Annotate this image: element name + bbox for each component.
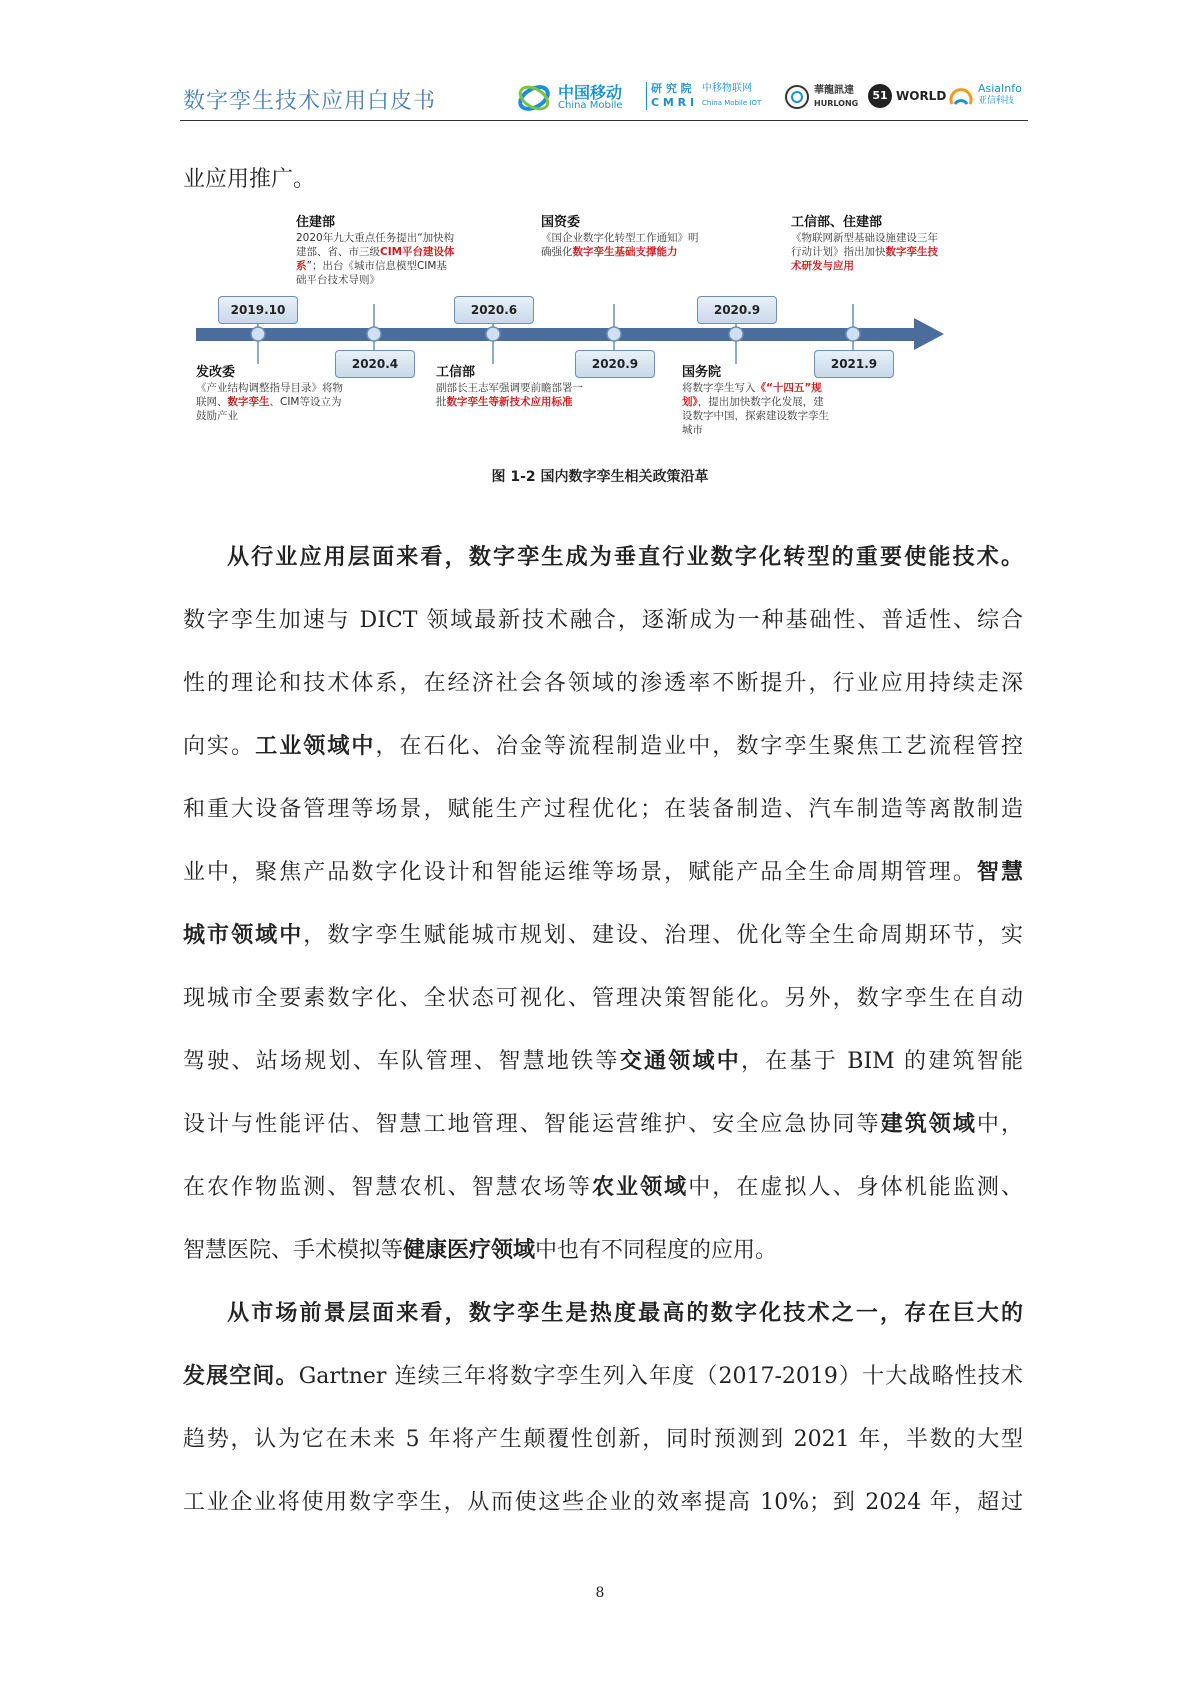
- cmri-bottom: C M R I: [651, 96, 695, 109]
- timeline-date: 2020.6: [454, 296, 534, 324]
- event-org: 住建部: [296, 215, 336, 230]
- event-text: 《物联网新型基础设施建设三年行动计划》指出加快: [791, 232, 938, 258]
- event-text: 2020年九大重点任务提出“加快构建部、省、市三级: [296, 232, 455, 258]
- timeline-date: 2019.10: [218, 296, 298, 324]
- event-org: 工信部、住建部: [791, 215, 883, 230]
- hurlong-bottom: HURLONG: [814, 99, 859, 108]
- timeline-date: 2020.9: [575, 350, 655, 378]
- para2-line: 工业企业将使用数字孪生，从而使这些企业的效率提高 10%；到 2024 年，超过: [183, 1490, 1023, 1515]
- event-text: 《产业结构调整指导目录》将物联网、: [196, 382, 343, 408]
- para2-lead: 从市场前景层面来看，数字孪生是热度最高的数字化技术之一，存在巨大的: [227, 1301, 1023, 1326]
- partner-logos: [516, 78, 1028, 118]
- para1-line: 城市领域中，数字孪生赋能城市规划、建设、治理、优化等全生命周期环节，实: [183, 923, 1023, 948]
- iot-bottom: China Mobile IOT: [702, 99, 762, 107]
- para1-line: 在农作物监测、智慧农机、智慧农场等农业领域中，在虚拟人、身体机能监测、: [183, 1175, 1023, 1200]
- event-org: 发改委: [196, 365, 236, 380]
- iot-logo: [702, 82, 761, 110]
- page-number: 8: [595, 1585, 605, 1601]
- event-org: 国务院: [682, 365, 722, 380]
- timeline-event: [682, 364, 832, 437]
- event-highlight: 数字孪生技术研发与应用: [791, 246, 938, 272]
- event-text: 《国企业数字化转型工作通知》明确强化: [541, 232, 699, 258]
- event-highlight: 数字孪生: [227, 396, 270, 408]
- event-highlight: CIM平台建设体系: [296, 246, 455, 272]
- para1-line: 性的理论和技术体系，在经济社会各领域的渗透率不断提升，行业应用持续走深: [183, 671, 1023, 696]
- timeline-event: [436, 364, 586, 409]
- timeline-event: [541, 214, 701, 259]
- cmri-logo: [646, 82, 694, 110]
- asiainfo-logo: [978, 82, 1022, 108]
- asiainfo-cn: 亚信科技: [978, 96, 1015, 106]
- event-highlight: 数字孪生基础支撑能力: [572, 246, 678, 258]
- intro-line: 业应用推广。: [183, 167, 316, 192]
- event-org: 工信部: [436, 365, 476, 380]
- policy-timeline: [196, 214, 1016, 454]
- china-mobile-logo-icon: [516, 80, 552, 116]
- para2-line: 趋势，认为它在未来 5 年将产生颠覆性创新，同时预测到 2021 年，半数的大型: [183, 1427, 1023, 1452]
- figure-caption: 图 1-2 国内数字孪生相关政策沿革: [491, 469, 709, 485]
- para2-line: 发展空间。Gartner 连续三年将数字孪生列入年度（2017-2019）十大战略性技术: [183, 1364, 1023, 1389]
- para1-line: 现城市全要素数字化、全状态可视化、管理决策智能化。另外，数字孪生在自动: [183, 986, 1023, 1011]
- w51-logo-icon: 51: [868, 84, 892, 108]
- event-highlight: 《“十四五”规划》: [682, 382, 822, 408]
- event-text: ”；出台《城市信息模型CIM基础平台技术导则》: [296, 260, 447, 286]
- asiainfo-en: AsiaInfo: [978, 82, 1022, 95]
- event-org: 国资委: [541, 215, 581, 230]
- para1-line: 和重大设备管理等场景，赋能生产过程优化；在装备制造、汽车制造等离散制造: [183, 797, 1023, 822]
- hurlong-logo: [814, 84, 858, 110]
- timeline-date: 2020.4: [335, 350, 415, 378]
- world-logo: WORLD: [896, 89, 947, 103]
- timeline-event: [296, 214, 456, 287]
- header-divider: [180, 120, 1028, 121]
- event-text: 副部长王志军强调要前瞻部署一批: [436, 382, 583, 408]
- event-text: 、CIM等设立为鼓励产业: [196, 396, 342, 422]
- asiainfo-logo-icon: [948, 84, 974, 110]
- para1-lead: 从行业应用层面来看，数字孪生成为垂直行业数字化转型的重要使能技术。: [227, 545, 1023, 570]
- header-title: 数字孪生技术应用白皮书: [183, 89, 437, 114]
- iot-top: 中移物联网: [702, 83, 752, 94]
- china-mobile-cn: 中国移动: [558, 83, 623, 102]
- para1-line: 数字孪生加速与 DICT 领域最新技术融合，逐渐成为一种基础性、普适性、综合: [183, 608, 1023, 633]
- event-text: 将数字孪生写入: [682, 382, 756, 394]
- cmri-top: 研 究 院: [651, 82, 692, 95]
- para1-line: 向实。工业领域中，在石化、冶金等流程制造业中，数字孪生聚焦工艺流程管控: [183, 734, 1023, 759]
- event-highlight: 数字孪生等新技术应用标准: [446, 396, 573, 408]
- timeline-event: [791, 214, 941, 273]
- timeline-date: 2020.9: [697, 296, 777, 324]
- para1-line: 智慧医院、手术模拟等健康医疗领域中也有不同程度的应用。: [183, 1238, 778, 1263]
- event-text: ，提出加快数字化发展，建设数字中国，探索建设数字孪生城市: [682, 396, 829, 436]
- para1-line: 业中，聚焦产品数字化设计和智能运维等场景，赋能产品全生命周期管理。智慧: [183, 860, 1023, 885]
- hurlong-top: 華龍訊達: [814, 85, 854, 96]
- para1-line: 驾驶、站场规划、车队管理、智慧地铁等交通领域中，在基于 BIM 的建筑智能: [183, 1049, 1023, 1074]
- timeline-date: 2021.9: [814, 350, 894, 378]
- hurlong-logo-icon: [784, 84, 810, 110]
- para1-line: 设计与性能评估、智慧工地管理、智能运营维护、安全应急协同等建筑领域中，: [183, 1112, 1023, 1137]
- china-mobile-en: China Mobile: [558, 100, 623, 111]
- timeline-event: [196, 364, 346, 423]
